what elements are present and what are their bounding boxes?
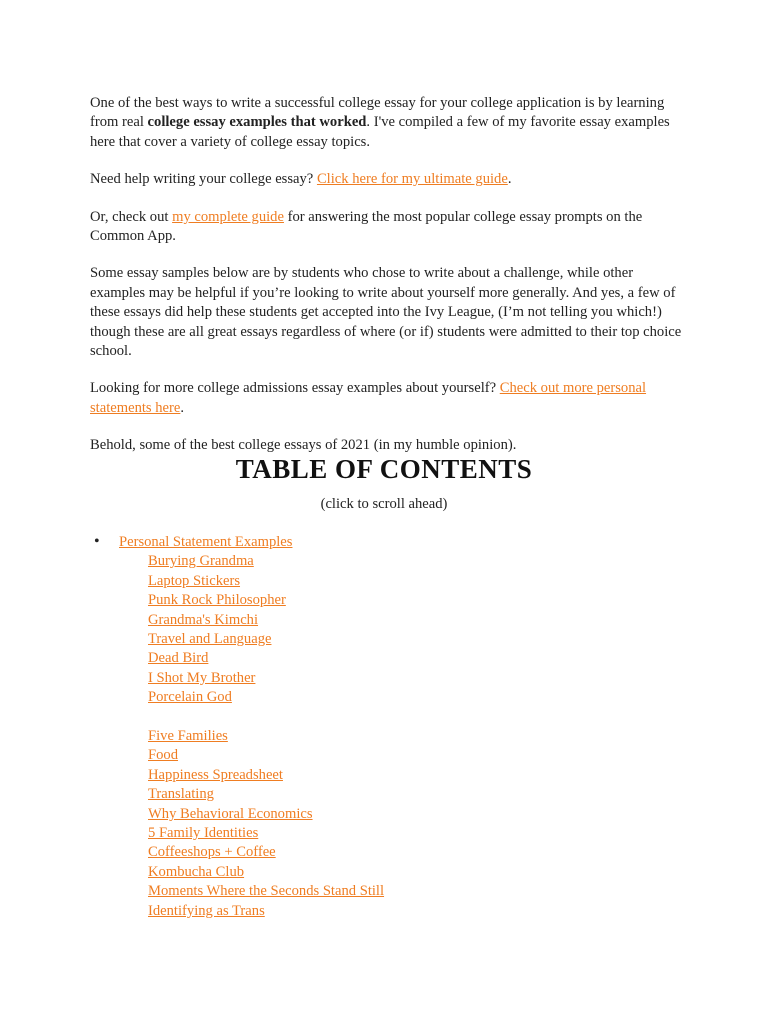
toc-link-punk-rock-philosopher[interactable]: Punk Rock Philosopher xyxy=(148,592,286,609)
toc-sublist-2 xyxy=(90,727,384,921)
more-examples-text: Looking for more college admissions essay examples about yourself? xyxy=(90,380,500,397)
toc-link-moments-where-the-seconds-stand-still[interactable]: Moments Where the Seconds Stand Still xyxy=(148,883,385,900)
toc-link-why-behavioral-economics[interactable]: Why Behavioral Economics xyxy=(148,805,313,822)
behold-paragraph: Behold, some of the best college essays of 2021 (in my humble opinion). xyxy=(90,437,517,454)
toc-link-identifying-as-trans[interactable]: Identifying as Trans xyxy=(148,902,265,919)
personal-statements-link[interactable]: Check out more personal statements here xyxy=(90,380,647,416)
guide-text: Or, check out xyxy=(90,208,173,225)
toc-list xyxy=(90,533,384,921)
guide-text-end: for answering the most popular college essay prompts on the Common App. xyxy=(90,208,643,245)
intro-section xyxy=(90,94,690,456)
toc-link-coffeeshops-coffee[interactable]: Coffeeshops + Coffee xyxy=(148,844,276,861)
bullet-icon: • xyxy=(94,533,100,550)
toc-link-happiness-spreadsheet[interactable]: Happiness Spreadsheet xyxy=(148,766,283,783)
intro-paragraph-1 xyxy=(90,94,690,152)
help-text: Need help writing your college essay? xyxy=(90,171,317,188)
help-text-end: . xyxy=(507,171,512,188)
toc-link-five-families[interactable]: Five Families xyxy=(148,728,228,745)
intro-text: . I've compiled a few of my favorite essay examples here that cover a variety of college essay topics. xyxy=(90,114,670,150)
toc-link-5-family-identities[interactable]: 5 Family Identities xyxy=(148,825,259,842)
toc-link-porcelain-god[interactable]: Porcelain God xyxy=(148,689,232,706)
intro-text: One of the best ways to write a successful college essay for your college application is by learning from real xyxy=(90,95,665,131)
more-examples-paragraph xyxy=(90,379,690,418)
more-examples-text-end: . xyxy=(180,399,185,416)
samples-paragraph: Some essay samples below are by students who chose to write about a challenge, while other examples may be helpful if you’re looking to write about yourself more generally. And yes, a few of these essays did help these students get accepted into the Ivy League, (I’m not telling you which!) though these are all great essays regardless of where (or if) students were admitted to their top choice school. xyxy=(90,265,682,360)
intro-bold-text: college essay examples that worked xyxy=(147,114,367,131)
toc-top-item xyxy=(90,533,384,552)
toc-subtitle: (click to scroll ahead) xyxy=(320,496,448,512)
toc-spacer xyxy=(90,708,384,727)
complete-guide-link[interactable]: my complete guide xyxy=(172,208,284,225)
toc-link-translating[interactable]: Translating xyxy=(148,786,214,803)
toc-link-burying-grandma[interactable]: Burying Grandma xyxy=(148,553,254,570)
toc-link-grandma-s-kimchi[interactable]: Grandma's Kimchi xyxy=(148,611,259,628)
toc-link-travel-and-language[interactable]: Travel and Language xyxy=(148,631,272,648)
help-paragraph xyxy=(90,170,690,189)
guide-paragraph xyxy=(90,208,690,247)
toc-heading: TABLE OF CONTENTS xyxy=(235,454,533,484)
personal-statement-examples-link[interactable]: Personal Statement Examples xyxy=(119,534,293,550)
toc-link-dead-bird[interactable]: Dead Bird xyxy=(148,650,209,667)
toc-link-kombucha-club[interactable]: Kombucha Club xyxy=(148,863,245,880)
toc-link-food[interactable]: Food xyxy=(148,747,179,764)
ultimate-guide-link[interactable]: Click here for my ultimate guide xyxy=(316,171,508,188)
toc-link-i-shot-my-brother[interactable]: I Shot My Brother xyxy=(148,669,256,686)
toc-sublist-1 xyxy=(90,552,384,707)
toc-link-laptop-stickers[interactable]: Laptop Stickers xyxy=(148,572,241,589)
